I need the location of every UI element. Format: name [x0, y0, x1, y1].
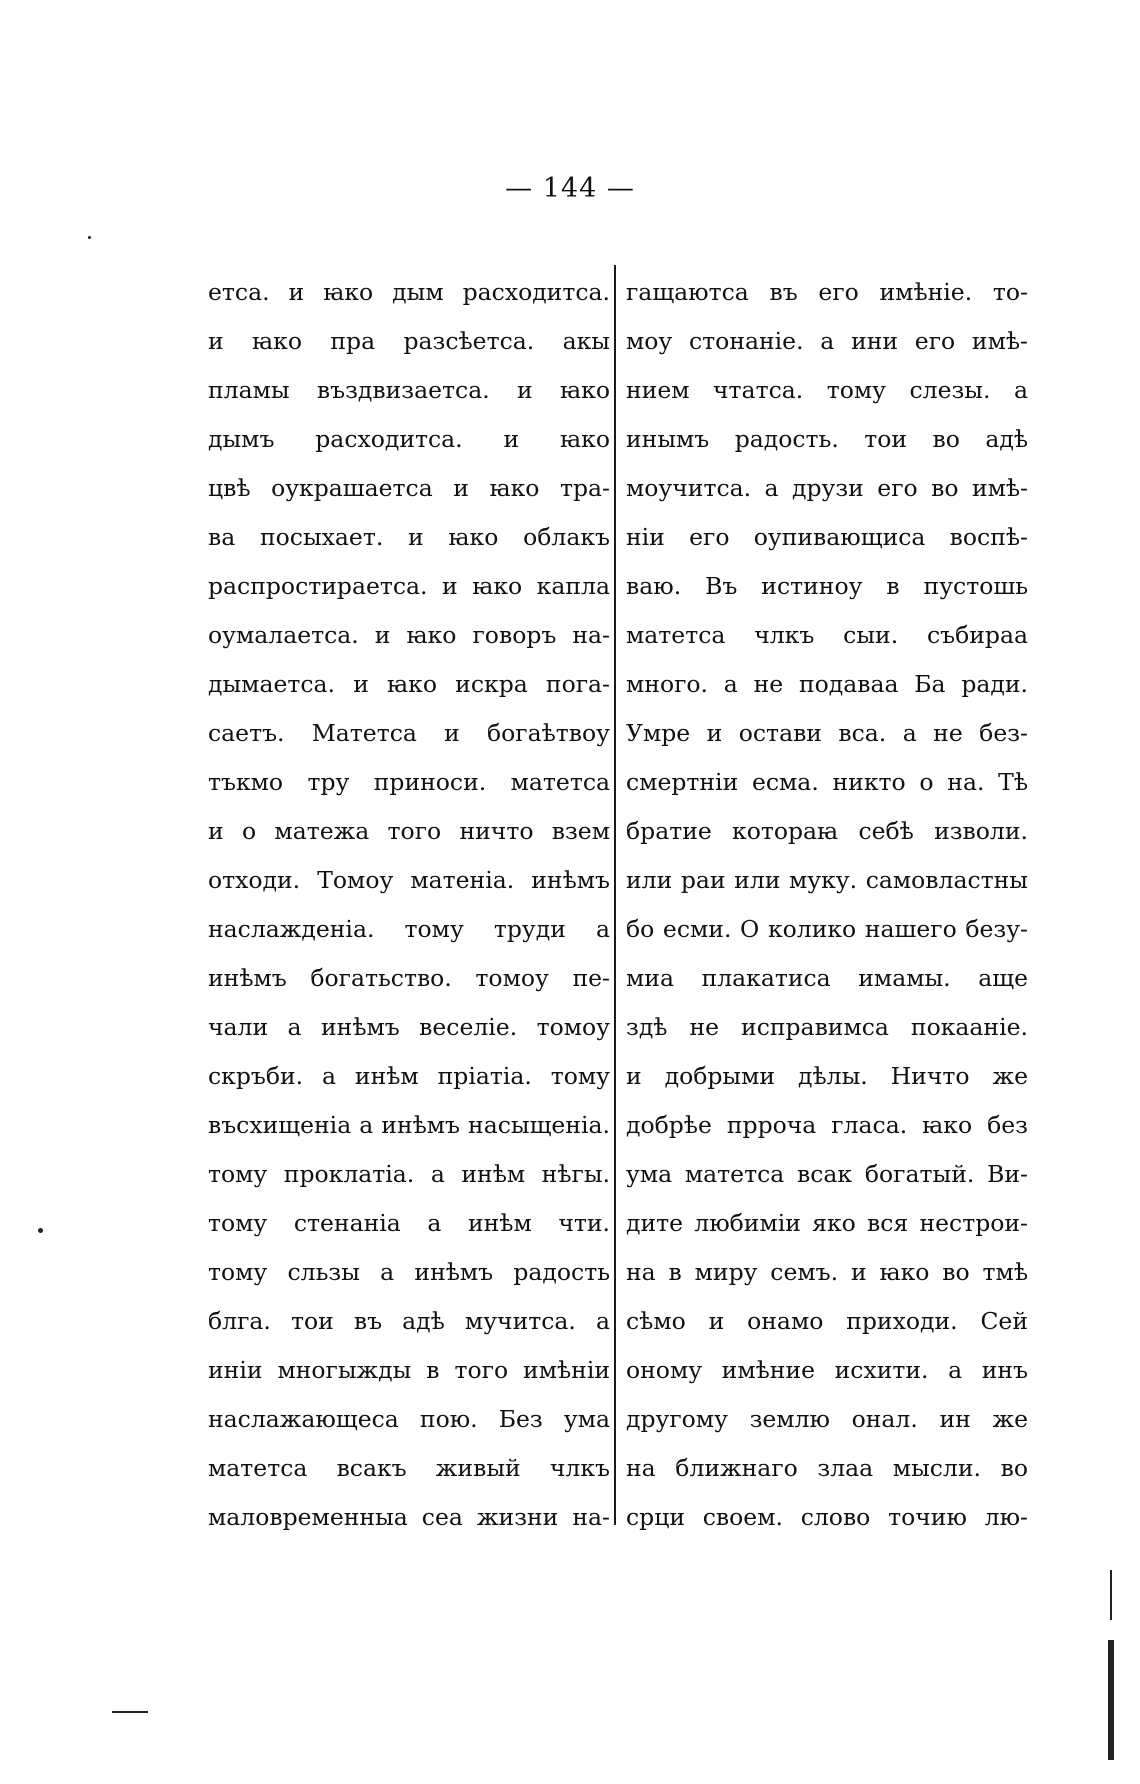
text-line: наслажающеса пою. Без ума — [208, 1405, 610, 1433]
text-line: дымъ расходитса. и ꙗко — [208, 425, 610, 453]
text-line: бо есми. О колико нашего безу- — [626, 915, 1028, 943]
text-line: отходи. Томоу матеніа. инѣмъ — [208, 866, 610, 894]
text-line: саетъ. Матетса и богаѣтвоу — [208, 719, 610, 747]
text-line: сѣмо и онамо приходи. Сей — [626, 1307, 1028, 1335]
scan-edge-mark — [112, 1711, 148, 1713]
text-line: дите любимiи яко вся нестрои- — [626, 1209, 1028, 1237]
text-line: етса. и ꙗко дым расходитса. — [208, 278, 610, 306]
scan-edge-mark — [1110, 1570, 1112, 1620]
text-line: тому сльзы а инѣмъ радость — [208, 1258, 610, 1286]
column-divider — [614, 265, 616, 1525]
left-column — [208, 268, 610, 1542]
text-line: цвѣ оукрашаетса и ꙗко тра- — [208, 474, 610, 502]
text-line: распростираетса. и ꙗко капла — [208, 572, 610, 600]
text-line: ва посыхает. и ꙗко облакъ — [208, 523, 610, 551]
text-line: ума матетса всак богатый. Ви- — [626, 1160, 1028, 1188]
scan-edge-mark — [1108, 1640, 1114, 1760]
text-line: ваю. Въ истиноу в пустошь — [626, 572, 1028, 600]
text-line: тому стенаніа а инѣм чти. — [208, 1209, 610, 1237]
text-line: скръби. а инѣм пріатіа. тому — [208, 1062, 610, 1090]
text-line: братие котораꙗ себѣ изволи. — [626, 817, 1028, 845]
text-line: инымъ радость. тои во адѣ — [626, 425, 1028, 453]
text-line: блга. тои въ адѣ мучитса. а — [208, 1307, 610, 1335]
text-line: оному имѣние исхити. а инъ — [626, 1356, 1028, 1384]
text-line: и добрыми дѣлы. Ничто же — [626, 1062, 1028, 1090]
text-line: здѣ не исправимса покааніе. — [626, 1013, 1028, 1041]
text-line: инѣмъ богатьство. томоу пе- — [208, 964, 610, 992]
text-line: наслажденіа. тому труди а — [208, 915, 610, 943]
text-line: нием чтатса. тому слезы. а — [626, 376, 1028, 404]
text-line: матетса члкъ сыи. събираа — [626, 621, 1028, 649]
text-line: дымаетса. и ꙗко искра пога- — [208, 670, 610, 698]
text-line: оумалаетса. и ꙗко говоръ на- — [208, 621, 610, 649]
right-column — [626, 268, 1028, 1542]
text-line: и о матежа того ничто взем — [208, 817, 610, 845]
text-line: моу стонаніе. а ини его имѣ- — [626, 327, 1028, 355]
text-line: въсхищеніа а инѣмъ насыщеніа. — [208, 1111, 610, 1139]
text-line: смертніи есма. никто о на. Тѣ — [626, 768, 1028, 796]
scan-speck — [38, 1228, 43, 1233]
text-line: или раи или муку. самовластны — [626, 866, 1028, 894]
text-line: моучитса. а друзи его во имѣ- — [626, 474, 1028, 502]
scan-speck — [88, 236, 91, 239]
text-line: на ближнаго злаа мысли. во — [626, 1454, 1028, 1482]
text-line: чали а инѣмъ веселіе. томоу — [208, 1013, 610, 1041]
text-line: миа плакатиса имамы. аще — [626, 964, 1028, 992]
text-line: пламы въздвизаетса. и ꙗко — [208, 376, 610, 404]
text-line: тъкмо тру приноси. матетса — [208, 768, 610, 796]
text-line: много. а не подаваа Ба ради. — [626, 670, 1028, 698]
text-line: на в миру семъ. и ꙗко во тмѣ — [626, 1258, 1028, 1286]
text-line: другому землю онал. ин же — [626, 1405, 1028, 1433]
text-line: ніи его оупивающиса воспѣ- — [626, 523, 1028, 551]
text-line: маловременныа сеа жизни на- — [208, 1503, 610, 1531]
text-line: срци своем. слово точию лю- — [626, 1503, 1028, 1531]
text-line: тому проклатіа. а инѣм нѣгы. — [208, 1160, 610, 1188]
text-line: добрѣе прроча гласа. ꙗко без — [626, 1111, 1028, 1139]
text-line: и ꙗко пра разсѣетса. акы — [208, 327, 610, 355]
text-line: Умре и остави вса. а не без- — [626, 719, 1028, 747]
page-number: — 144 — — [505, 173, 635, 204]
text-line: гащаютса въ его имѣніе. то- — [626, 278, 1028, 306]
text-line: матетса всакъ живый члкъ — [208, 1454, 610, 1482]
text-line: иніи многыжды в того имѣніи — [208, 1356, 610, 1384]
